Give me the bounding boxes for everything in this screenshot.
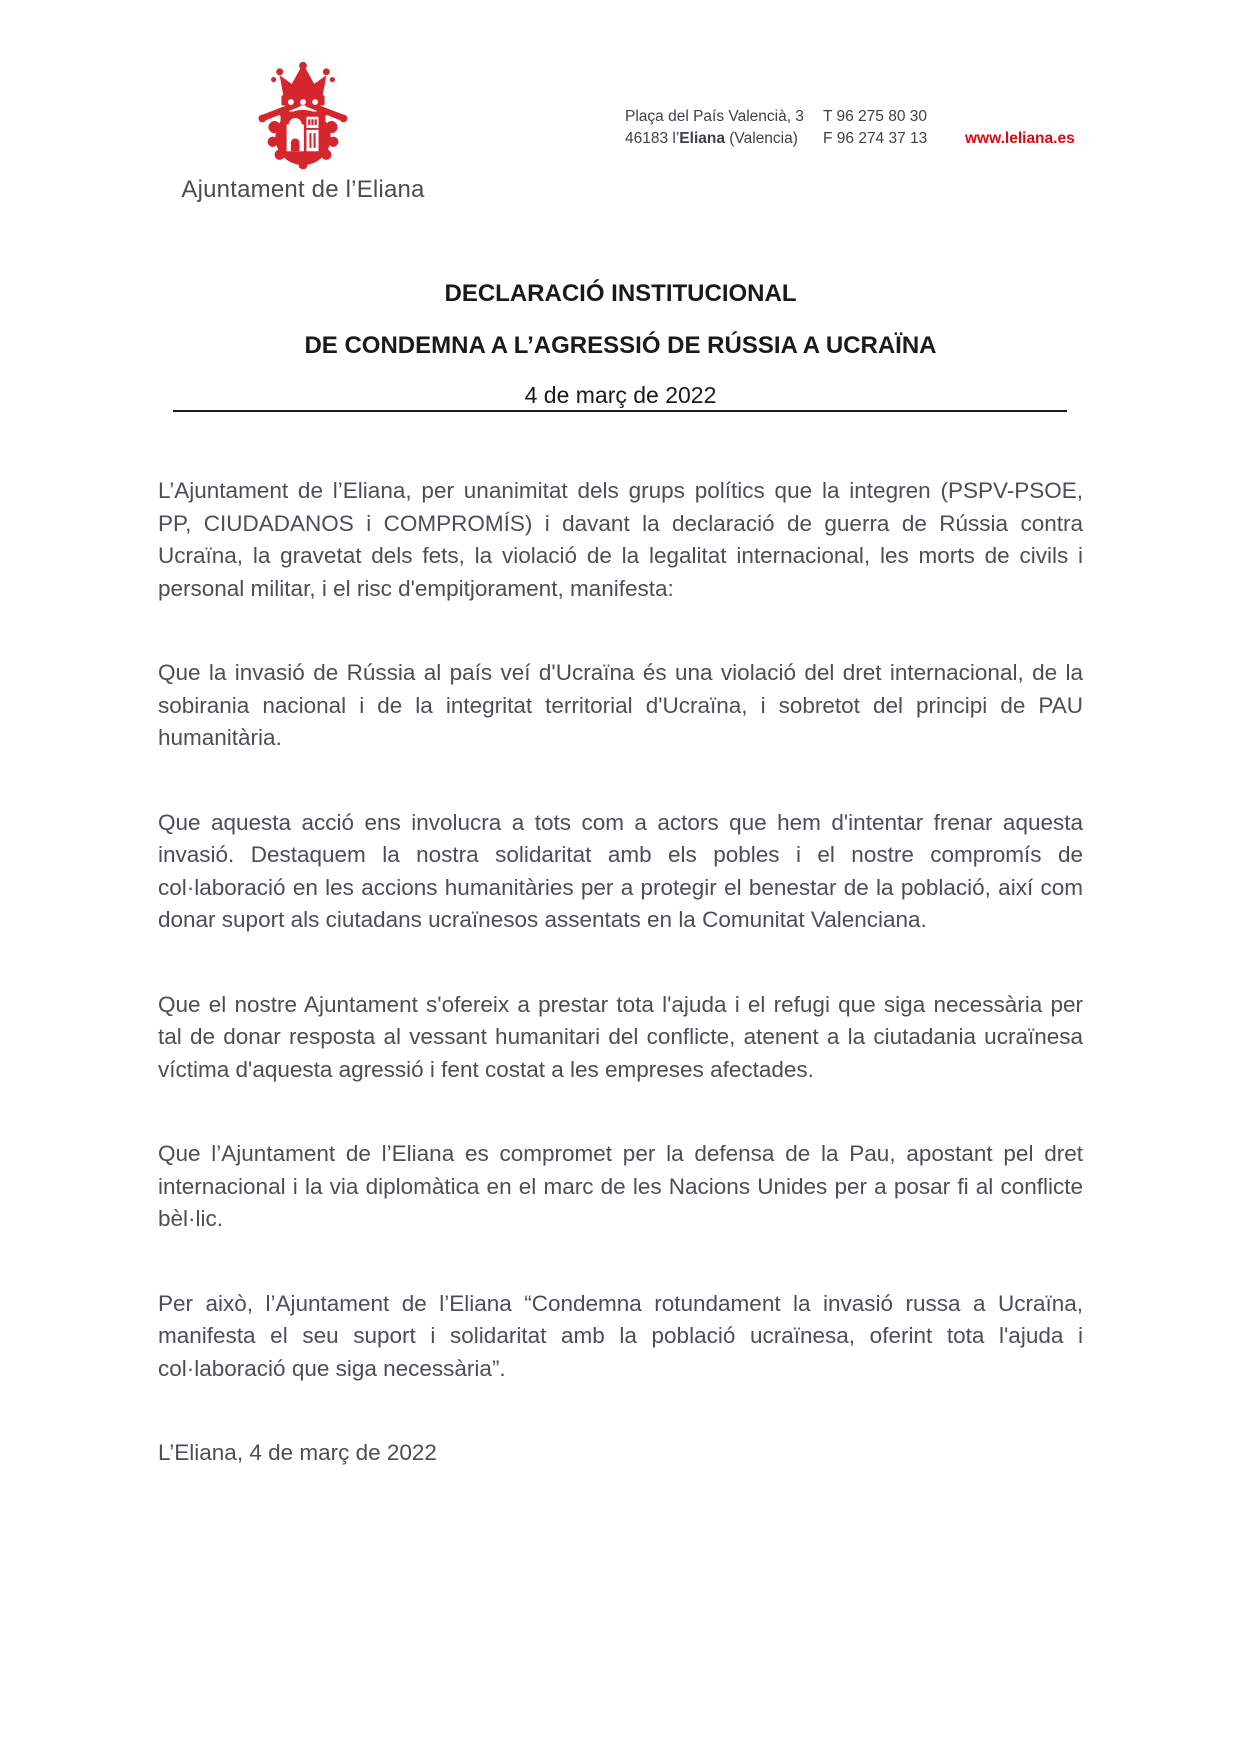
address-city: Eliana (679, 130, 725, 147)
body-paragraph: L’Ajuntament de l’Eliana, per unanimitat dels grups polítics que la integren (PSPV-PSOE, PP, CIUDADANOS i COMPROMÍS) i davant la declaració de guerra de Rússia contra Ucraïna, la gravetat dels fets, la violació de la legalitat internacional, les morts de civils i personal militar, i el risc d'empitjorament, manifesta: (158, 478, 1083, 601)
body-paragraph: Per això, l’Ajuntament de l’Eliana “Condemna rotundament la invasió russa a Ucraïna, manifesta el seu suport i solidaritat amb la població ucraïnesa, oferint tota l'ajuda i col·laboració que siga necessària”. (158, 1290, 1083, 1381)
title-divider (173, 410, 1067, 412)
fax-number: F 96 274 37 13 (823, 130, 928, 147)
body-paragraph: Que l’Ajuntament de l’Eliana es compromet per la defensa de la Pau, apostant pel dret internacional i la via diplomàtica en el marc de les Nacions Unides per a posar fi al conflicte bèl·lic. (158, 1141, 1083, 1231)
document-content (158, 0, 1083, 1470)
document-date: 4 de març de 2022 (524, 382, 717, 408)
body-paragraph: Que aquesta acció ens involucra a tots com a actors que hem d'intentar frenar aquesta invasió. Destaquem la nostra solidaritat amb els pobles i el nostre compromís de col·laboració en les accions humanitàries per a protegir el benestar de la població, així com donar suport als ciutadans ucraïnesos assentats en la Comunitat Valenciana. (158, 809, 1083, 932)
phone-number: T 96 275 80 30 (823, 108, 927, 125)
address-line2: 46183 l’Eliana (Valencia) (625, 130, 798, 147)
website-link[interactable]: www.leliana.es (965, 130, 1075, 147)
address-line1: Plaça del País Valencià, 3 (625, 108, 804, 125)
document-title: DECLARACIÓ INSTITUCIONAL (444, 280, 797, 307)
body-paragraph: Que el nostre Ajuntament s'ofereix a prestar tota l'ajuda i el refugi que siga necessària per tal de donar resposta al vessant humanitari del conflicte, atenent a la ciutadania ucraïnesa víctima d'aquesta agressió i fent costat a les empreses afectades. (158, 991, 1083, 1082)
declaration-text (158, 475, 1083, 1470)
document-subtitle: DE CONDEMNA A L’AGRESSIÓ DE RÚSSIA A UCRAÏNA (304, 332, 937, 359)
closing-line: L’Eliana, 4 de març de 2022 (158, 1440, 437, 1465)
body-paragraph: Que la invasió de Rússia al país veí d'Ucraïna és una violació del dret internacional, de la sobirania nacional i de la integritat territorial d'Ucraïna, i sobretot del principi de PAU humanitària. (158, 660, 1083, 750)
org-name: Ajuntament de l’Eliana (181, 176, 425, 203)
